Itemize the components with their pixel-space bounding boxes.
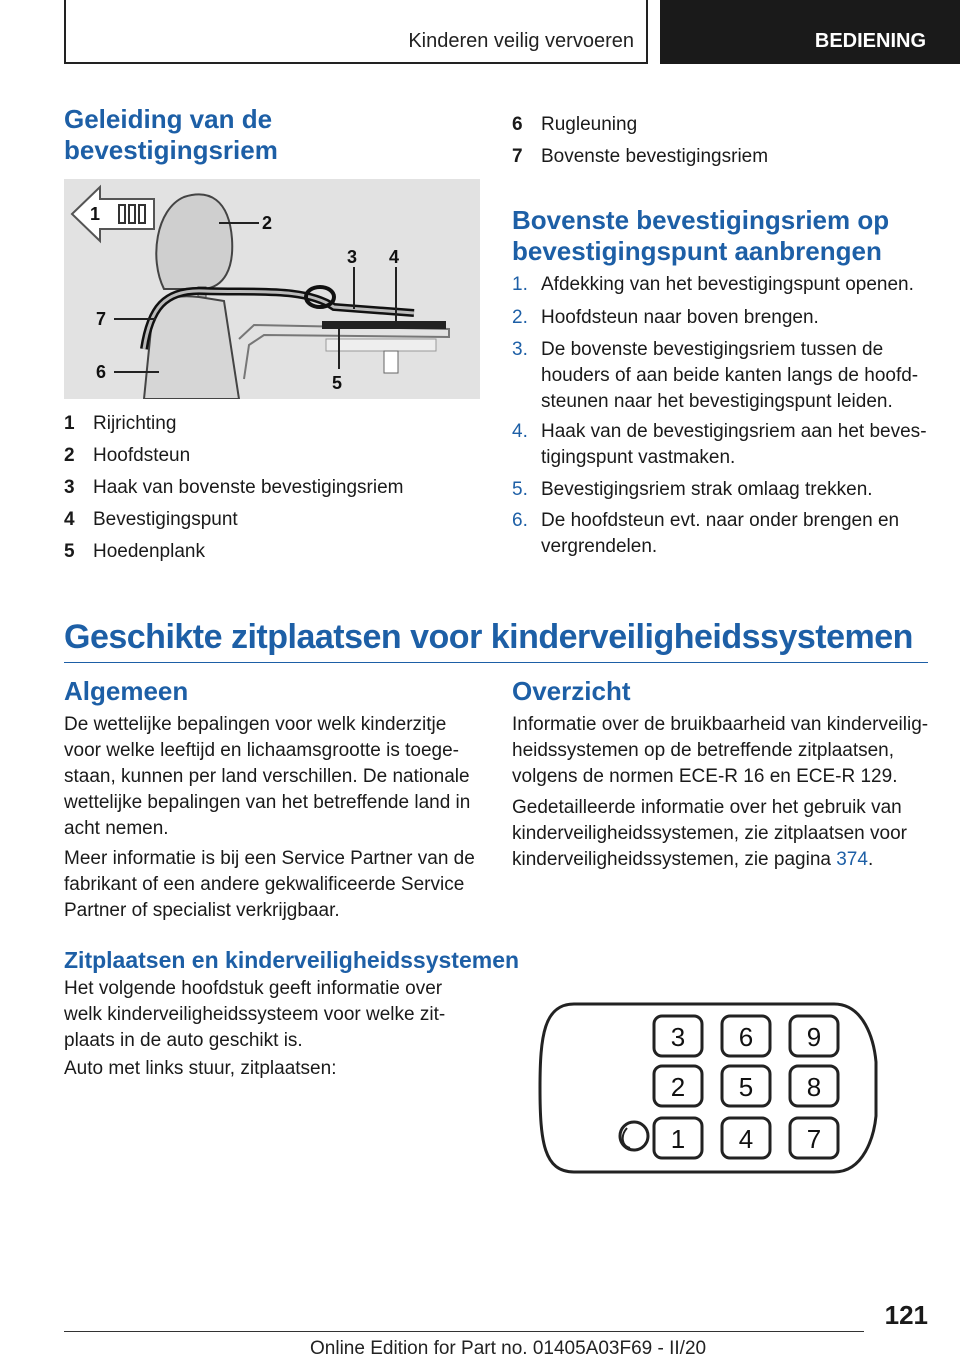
header-section-title: Kinderen veilig vervoeren — [408, 30, 634, 52]
section-title-zitplaatsen: Zitplaatsen en kinderveiligheidssystemen — [64, 947, 520, 973]
header-chapter-box — [660, 0, 960, 64]
seat-number: 2 — [670, 1072, 686, 1102]
seat-number: 1 — [670, 1124, 686, 1154]
footer-edition: Online Edition for Part no. 01405A03F69 - II/20 — [310, 1338, 707, 1359]
main-title: Geschikte zitplaatsen voor kinderveiligheidssystemen — [64, 618, 913, 656]
footer-rule — [64, 1331, 864, 1332]
figure-label: 2 — [262, 213, 273, 233]
seat-number: 7 — [806, 1124, 822, 1154]
overzicht-paragraph-1: Informatie over de bruikbaarheid van kinderveiligheidssystemen op de betreffende zitplaatsen, volgens de normen ECE-R 16 en ECE-R 129. — [512, 714, 929, 787]
seat-number: 5 — [738, 1072, 754, 1102]
steering-wheel-icon — [620, 1122, 648, 1150]
overzicht-paragraph-2: Gedetailleerde informatie over het gebruik van kinderveiligheidssystemen, zie zitplaatsen voor kinderveiligheidssystemen, zie pagina 374. — [512, 797, 907, 870]
seat-number: 9 — [806, 1022, 822, 1052]
section-title-overzicht: Overzicht — [512, 676, 631, 706]
figure-label: 5 — [332, 373, 343, 393]
seat-number: 3 — [670, 1022, 686, 1052]
seat-number: 8 — [806, 1072, 822, 1102]
section-title-aanbrengen: Bovenste bevestigingsriem op bevestigingspunt aanbrengen — [512, 205, 890, 266]
figure-label: 3 — [347, 247, 358, 267]
zitplaatsen-paragraph-2: Auto met links stuur, zitplaatsen: — [64, 1058, 337, 1079]
page-number: 121 — [884, 1300, 928, 1330]
algemeen-paragraph-1: De wettelijke bepalingen voor welk kinderzitje voor welke leeftijd en lichaamsgrootte is toegestaan, kunnen per land verschillen. De nationale wettelijke bepalingen van het betreffende land in acht nemen. — [64, 714, 471, 839]
title-rule — [64, 662, 928, 663]
section-title-algemeen: Algemeen — [64, 676, 189, 706]
tether-routing-figure — [64, 179, 480, 399]
figure-label: 1 — [90, 204, 101, 224]
seat-number: 6 — [738, 1022, 754, 1052]
page-link[interactable]: 374 — [836, 849, 868, 870]
header-section-box — [64, 0, 648, 64]
figure-label: 6 — [96, 362, 107, 382]
figure-label: 7 — [96, 309, 107, 329]
header-chapter-title: BEDIENING — [814, 30, 926, 52]
seat-layout-diagram — [534, 996, 914, 1182]
figure-label: 4 — [389, 247, 400, 267]
section-title-geleiding: Geleiding van de bevestigingsriem — [64, 104, 278, 165]
zitplaatsen-paragraph-1: Het volgende hoofdstuk geeft informatie over welk kinderveiligheidssysteem voor welke zitplaats in de auto geschikt is. — [64, 978, 446, 1051]
seat-number: 4 — [738, 1124, 754, 1154]
algemeen-paragraph-2: Meer informatie is bij een Service Partner van de fabrikant of een andere gekwalificeerde Service Partner of specialist verkrijgbaar. — [64, 848, 475, 921]
